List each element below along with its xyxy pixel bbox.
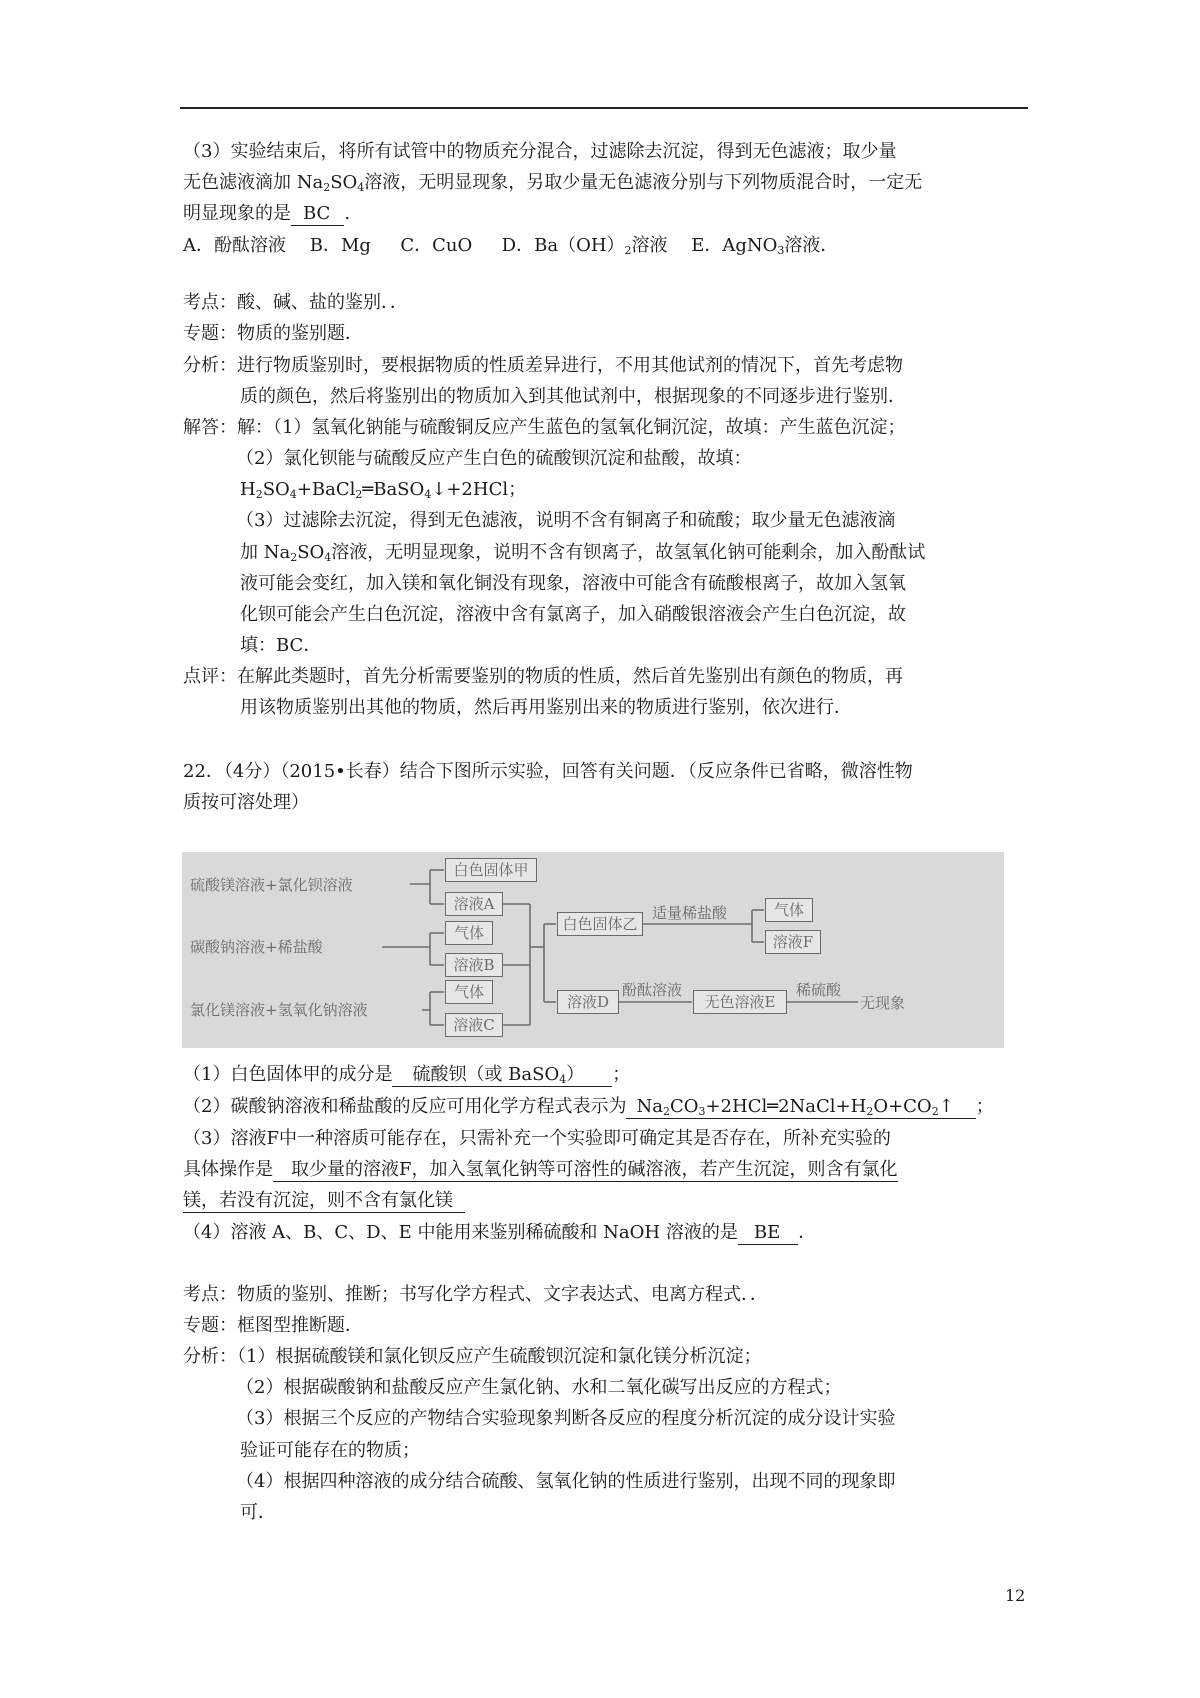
q22-part-3-answer-1: 取少量的溶液F，加入氢氧化钠等可溶性的碱溶液，若产生沉淀，则含有氯化 [273, 1159, 898, 1182]
q22-part-2-answer: $Na_2CO_3+2HCl═2NaCl+H_2O+CO_2↑$ [626, 1096, 975, 1119]
s1-jieda-7: 填：BC． [240, 635, 322, 656]
q22-title-1: 22．（4分）（2015•长春）结合下图所示实验，回答有关问题．（反应条件已省略，微溶性物 [183, 761, 913, 782]
reagent-2-label: 碳酸钠溶液+稀盐酸 [190, 938, 323, 956]
q22-part-1-answer: 硫酸钡（或 BaSO$_4$） [392, 1064, 612, 1087]
box-gas-3: 气体 [765, 898, 813, 922]
q22-part-4-answer: BE [738, 1222, 798, 1245]
experiment-flow-diagram [182, 852, 1004, 1048]
s2-fenxi-4: 验证可能存在的物质； [240, 1440, 420, 1461]
box-solution-f: 溶液F [765, 930, 821, 954]
q22-part-4: （4）溶液 A、B、C、D、E 中能用来鉴别稀硫酸和 NaOH 溶液的是 BE ． [183, 1222, 817, 1243]
box-white-solid-yi: 白色固体乙 [557, 912, 643, 936]
s2-fenxi-5: （4）根据四种溶液的成分结合硫酸、氢氧化钠的性质进行鉴别，出现不同的现象即 [236, 1471, 896, 1492]
q22-part-3-line-1: （3）溶液F中一种溶质可能存在，只需补充一个实验即可确定其是否存在，所补充实验的 [183, 1128, 891, 1149]
label-dilute-hcl: 适量稀盐酸 [652, 904, 728, 922]
page-number: 12 [1005, 1586, 1026, 1605]
box-solution-d: 溶液D [557, 990, 619, 1014]
s1-jieda-5: 液可能会变红，加入镁和氧化铜没有现象，溶液中可能含有硫酸根离子，故加入氢氧 [240, 573, 906, 594]
q3-line-1: （3）实验结束后，将所有试管中的物质充分混合，过滤除去沉淀，得到无色滤液；取少量 [183, 141, 897, 162]
label-phenolphthalein: 酚酞溶液 [622, 981, 683, 999]
s1-jieda-2: （2）氯化钡能与硫酸反应产生白色的硫酸钡沉淀和盐酸，故填： [236, 448, 752, 469]
box-colorless-solution-e: 无色溶液E [693, 990, 787, 1014]
s1-jieda-3: （3）过滤除去沉淀，得到无色滤液，说明不含有铜离子和硫酸；取少量无色滤液滴 [236, 510, 896, 531]
s1-kaodian: 考点：酸、碱、盐的鉴别．． [183, 292, 408, 313]
s1-fenxi-2: 质的颜色，然后将鉴别出的物质加入到其他试剂中，根据现象的不同逐步进行鉴别． [240, 386, 906, 407]
s1-jieda-4: 加 $Na_2SO_4$溶液，无明显现象，说明不含有钡离子，故氢氧化钠可能剩余，加入酚酞试 [240, 542, 926, 564]
q22-part-3-line-2: 具体操作是 取少量的溶液F，加入氢氧化钠等可溶性的碱溶液，若产生沉淀，则含有氯化 [183, 1159, 898, 1180]
s1-jieda-1: 解答：解：（1）氢氧化钠能与硫酸铜反应产生蓝色的氢氧化铜沉淀，故填：产生蓝色沉淀； [183, 417, 906, 438]
s2-fenxi-1: 分析：（1）根据硫酸镁和氯化钡反应产生硫酸钡沉淀和氯化镁分析沉淀； [183, 1346, 762, 1367]
reagent-3-label: 氯化镁溶液+氢氧化钠溶液 [190, 1001, 368, 1019]
q22-part-1: （1）白色固体甲的成分是 硫酸钡（或 BaSO$_4$） ； [183, 1064, 631, 1086]
q3-options: A．酚酞溶液 B．Mg C．CuO D．$Ba(OH)_2$溶液 E．AgNO$_3$溶液． [183, 235, 839, 257]
s1-zhuanti: 专题：物质的鉴别题． [183, 323, 363, 344]
q3-answer: BC [291, 203, 344, 226]
label-dilute-h2so4: 稀硫酸 [796, 981, 842, 999]
s1-dianping-2: 用该物质鉴别出其他的物质，然后再用鉴别出来的物质进行鉴别，依次进行． [240, 697, 852, 718]
s2-fenxi-3: （3）根据三个反应的产物结合实验现象判断各反应的程度分析沉淀的成分设计实验 [236, 1408, 896, 1429]
header-rule [180, 107, 1028, 109]
box-gas-1: 气体 [445, 921, 493, 945]
q22-part-3-line-3 [183, 1189, 465, 1213]
q22-title-2: 质按可溶处理） [183, 792, 309, 813]
s2-fenxi-2: （2）根据碳酸钠和盐酸反应产生氯化钠、水和二氧化碳写出反应的方程式； [236, 1377, 842, 1398]
box-solution-a: 溶液A [445, 892, 503, 916]
box-solution-c: 溶液C [445, 1013, 503, 1037]
box-gas-2: 气体 [445, 980, 493, 1004]
reagent-1-label: 硫酸镁溶液+氯化钡溶液 [190, 876, 353, 894]
label-no-phenomenon: 无现象 [860, 994, 906, 1012]
s1-fenxi-1: 分析：进行物质鉴别时，要根据物质的性质差异进行，不用其他试剂的情况下，首先考虑物 [183, 355, 903, 376]
q3-line-2: 无色滤液滴加 $Na_2SO_4$溶液，无明显现象，另取少量无色滤液分别与下列物质混合时，一定无 [183, 172, 923, 194]
s1-equation: $H_2SO_4+BaCl_2═BaSO_4↓+2HCl$； [240, 479, 527, 501]
s1-jieda-6: 化钡可能会产生白色沉淀，溶液中含有氯离子，加入硝酸银溶液会产生白色沉淀，故 [240, 604, 906, 625]
q3-line-3: 明显现象的是 BC . [183, 203, 351, 224]
box-solution-b: 溶液B [445, 953, 503, 977]
q22-part-3-answer-2: 镁，若没有沉淀，则不含有氯化镁 [183, 1190, 465, 1213]
s2-zhuanti: 专题：框图型推断题． [183, 1315, 363, 1336]
q22-part-2: （2）碳酸钠溶液和稀盐酸的反应可用化学方程式表示为 $Na_2CO_3+2HCl═2NaCl+H_2O+CO_2↑$ ； [183, 1096, 994, 1118]
s2-kaodian: 考点：物质的鉴别、推断；书写化学方程式、文字表达式、电离方程式．． [183, 1284, 768, 1305]
s1-dianping-1: 点评：在解此类题时，首先分析需要鉴别的物质的性质，然后首先鉴别出有颜色的物质，再 [183, 666, 903, 687]
box-white-solid-jia: 白色固体甲 [445, 858, 537, 882]
s2-fenxi-6: 可． [240, 1502, 276, 1523]
